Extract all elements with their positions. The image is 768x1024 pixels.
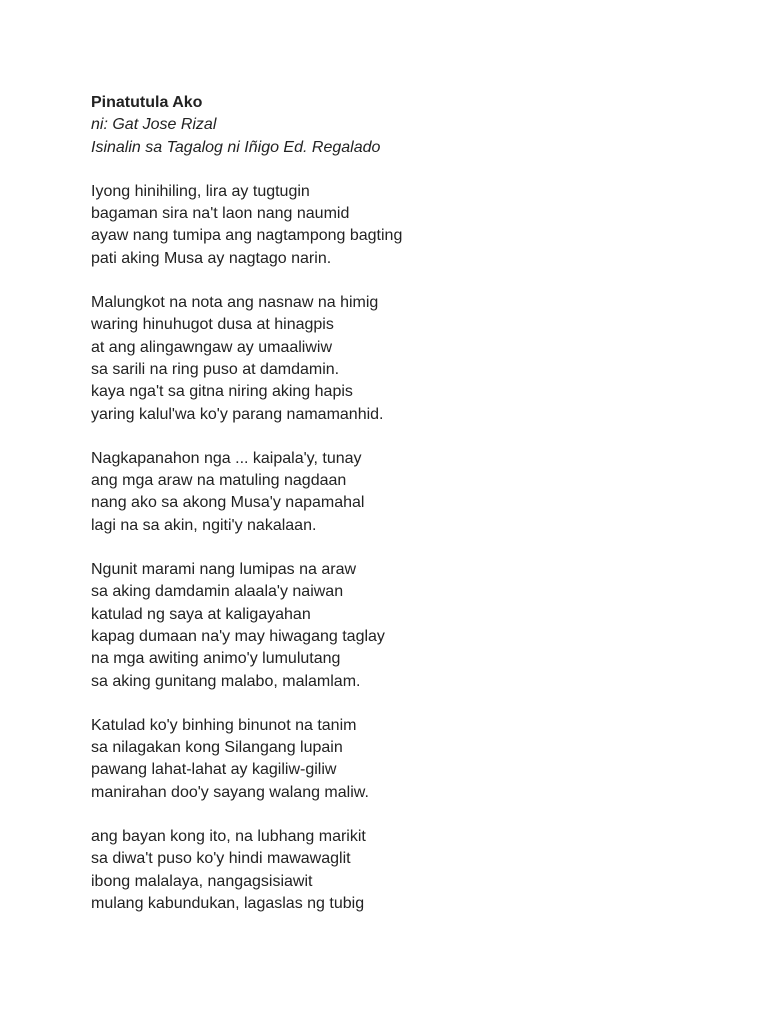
poem-line: nang ako sa akong Musa'y napamahal xyxy=(91,494,365,512)
poem-line: katulad ng saya at kaligayahan xyxy=(91,605,311,623)
poem-author: ni: Gat Jose Rizal xyxy=(91,116,217,134)
poem-line: manirahan doo'y sayang walang maliw. xyxy=(91,783,369,801)
poem-line: sa diwa't puso ko'y hindi mawawaglit xyxy=(91,850,351,868)
poem-line: mulang kabundukan, lagaslas ng tubig xyxy=(91,894,365,912)
stanza-6 xyxy=(91,826,768,915)
poem-line: Malungkot na nota ang nasnaw na himig xyxy=(91,294,379,312)
poem-line: pawang lahat-lahat ay kagiliw-giliw xyxy=(91,761,337,779)
poem-line: bagaman sira na't laon nang naumid xyxy=(91,205,350,223)
poem-translator: Isinalin sa Tagalog ni Iñigo Ed. Regalado xyxy=(91,138,381,156)
poem-line: lagi na sa akin, ngiti'y nakalaan. xyxy=(91,516,317,534)
poem-line: Nagkapanahon nga ... kaipala'y, tunay xyxy=(91,449,362,467)
poem-line: at ang alingawngaw ay umaaliwiw xyxy=(91,338,333,356)
poem-line: Katulad ko'y binhing binunot na tanim xyxy=(91,716,357,734)
poem-line: ayaw nang tumipa ang nagtampong bagting xyxy=(91,227,403,245)
poem-line: pati aking Musa ay nagtago narin. xyxy=(91,249,332,267)
poem-line: sa aking gunitang malabo, malamlam. xyxy=(91,672,361,690)
poem-line: na mga awiting animo'y lumulutang xyxy=(91,650,341,668)
poem-line: sa nilagakan kong Silangang lupain xyxy=(91,739,343,757)
poem-title: Pinatutula Ako xyxy=(91,94,203,111)
stanza-3 xyxy=(91,448,768,537)
poem-line: kapag dumaan na'y may hiwagang taglay xyxy=(91,627,385,645)
poem-line: sa sarili na ring puso at damdamin. xyxy=(91,360,340,378)
stanza-2 xyxy=(91,292,768,426)
stanza-5 xyxy=(91,715,768,804)
poem-line: sa aking damdamin alaala'y naiwan xyxy=(91,583,344,601)
poem-line: ang mga araw na matuling nagdaan xyxy=(91,472,347,490)
poem-line: waring hinuhugot dusa at hinagpis xyxy=(91,316,334,334)
poem-line: kaya nga't sa gitna niring aking hapis xyxy=(91,383,353,401)
poem-line: yaring kalul'wa ko'y parang namamanhid. xyxy=(91,405,384,423)
poem-line: Iyong hinihiling, lira ay tugtugin xyxy=(91,182,310,200)
poem-line: ang bayan kong ito, na lubhang marikit xyxy=(91,828,366,846)
stanza-4 xyxy=(91,559,768,693)
poem-line: Ngunit marami nang lumipas na araw xyxy=(91,561,357,579)
poem-header xyxy=(91,92,768,159)
poem-line: ibong malalaya, nangagsisiawit xyxy=(91,872,313,890)
stanza-1 xyxy=(91,181,768,270)
